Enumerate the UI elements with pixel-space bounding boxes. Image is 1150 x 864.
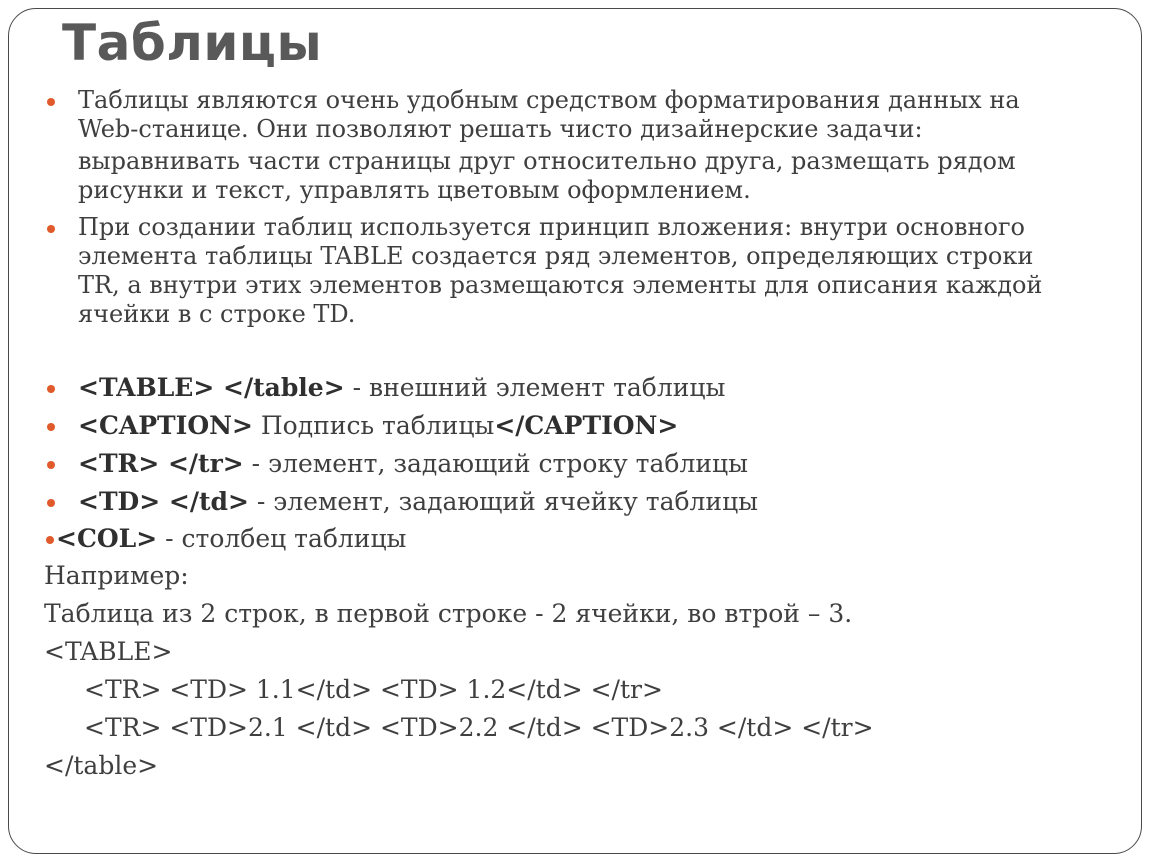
tag-description: - внешний элемент таблицы xyxy=(344,373,726,402)
tag-item-caption xyxy=(44,407,1124,445)
tag-description: - столбец таблицы xyxy=(157,524,407,553)
tag-close-name: </CAPTION> xyxy=(494,411,679,440)
example-description: Таблица из 2 строк, в первой строке - 2 ячейки, во втрой – 3. xyxy=(44,599,853,628)
paragraph-line: выравнивать части страницы друг относительно друга, размещать рядом xyxy=(78,147,1016,175)
tag-name: <TABLE> </table> xyxy=(78,373,345,402)
slide-title: Таблицы xyxy=(62,14,323,72)
tag-name: <CAPTION> xyxy=(78,411,253,440)
paragraph-line: TR, а внутри этих элементов размещаются элементы для описания каждой xyxy=(78,271,1043,299)
code-line: <TR> <TD> 1.1</td> <TD> 1.2</td> </tr> xyxy=(84,675,663,704)
tag-item-td xyxy=(44,483,1124,521)
paragraph-line: При создании таблиц используется принцип вложения: внутри основного xyxy=(78,213,1025,241)
bullet-icon xyxy=(46,536,54,544)
bullet-icon xyxy=(47,423,55,431)
code-line: <TABLE> xyxy=(44,637,173,666)
tag-item-tr xyxy=(44,445,1124,483)
tag-description: - элемент, задающий строку таблицы xyxy=(243,449,748,478)
paragraph-line: элемента таблицы TABLE создается ряд элементов, определяющих строки xyxy=(78,242,1034,270)
code-line: <TR> <TD>2.1 </td> <TD>2.2 </td> <TD>2.3 </td> </tr> xyxy=(84,713,874,742)
bullet-icon xyxy=(47,225,55,233)
slide-body xyxy=(44,86,1124,785)
paragraph-line: ячейки в с строке TD. xyxy=(78,300,356,328)
tag-description: - элемент, задающий ячейку таблицы xyxy=(248,487,759,516)
tag-name: <COL> xyxy=(56,524,158,553)
paragraph-line: рисунки и текст, управлять цветовым оформлением. xyxy=(78,176,751,204)
bullet-icon xyxy=(47,98,55,106)
tag-item-col xyxy=(44,521,1124,557)
bullet-icon xyxy=(47,385,55,393)
example-heading: Например: xyxy=(44,561,189,590)
tag-name: <TR> </tr> xyxy=(78,449,244,478)
bullet-paragraph-1 xyxy=(44,86,1124,205)
spacer xyxy=(44,329,1124,369)
tag-item-table xyxy=(44,369,1124,407)
code-line: </table> xyxy=(44,751,159,780)
bullet-icon xyxy=(47,461,55,469)
paragraph-line: Web-станице. Они позволяют решать чисто дизайнерские задачи: xyxy=(78,115,923,143)
tag-name: <TD> </td> xyxy=(78,487,249,516)
tag-description: Подпись таблицы xyxy=(252,411,495,440)
paragraph-line: Таблицы являются очень удобным средством форматирования данных на xyxy=(78,86,1020,114)
bullet-icon xyxy=(47,499,55,507)
bullet-paragraph-2 xyxy=(44,213,1124,329)
